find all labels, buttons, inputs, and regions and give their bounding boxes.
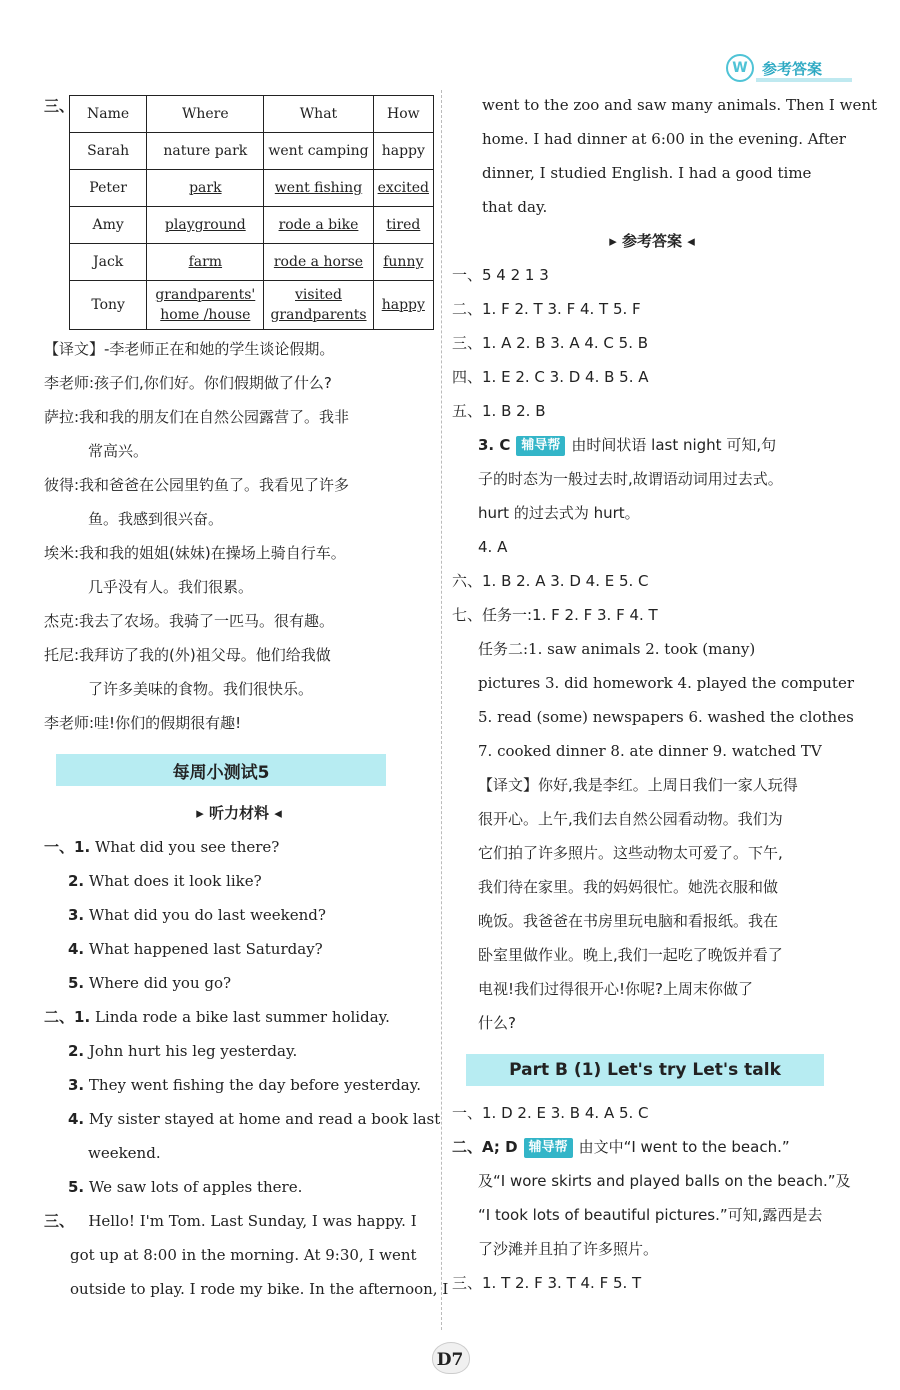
item-text: We saw lots of apples there. — [88, 1178, 303, 1196]
answer-text: tired — [386, 217, 421, 233]
table-row — [70, 207, 434, 244]
table-cell — [373, 207, 433, 244]
explanation-line: 及“I wore skirts and played balls on the beach.”及 — [478, 1172, 851, 1190]
column-divider — [441, 90, 442, 1330]
table-cell: went camping — [264, 133, 373, 170]
table-cell: happy — [373, 133, 433, 170]
answer-row: 四、1. E 2. C 3. D 4. B 5. A — [452, 368, 649, 386]
header-underline — [756, 78, 852, 82]
left-column — [44, 95, 449, 1306]
answer-row: 五、1. B 2. B — [452, 402, 546, 420]
answer-item: 二、A; D — [452, 1138, 518, 1156]
translation-line: 彼得:我和爸爸在公园里钓鱼了。我看见了许多 — [44, 476, 350, 494]
passage-line: got up at 8:00 in the morning. At 9:30, I went — [70, 1246, 417, 1264]
weekly-test-title: 每周小测试5 — [56, 754, 386, 786]
answer-row: 三、1. T 2. F 3. T 4. F 5. T — [452, 1274, 642, 1292]
item-number: 2. — [68, 872, 85, 890]
task-line: pictures 3. did homework 4. played the computer — [478, 674, 855, 692]
table-row — [70, 281, 434, 330]
item-number: 3. — [68, 906, 85, 924]
passage-line: dinner, I studied English. I had a good time — [482, 164, 812, 182]
page-header — [722, 52, 850, 82]
item-number: 4. — [68, 940, 85, 958]
table-header: Name — [70, 96, 147, 133]
table-cell — [373, 281, 433, 330]
explanation-line: 子的时态为一般过去时,故谓语动词用过去式。 — [478, 470, 783, 488]
translation-line: 萨拉:我和我的朋友们在自然公园露营了。我非 — [44, 408, 350, 426]
table-cell — [147, 281, 264, 330]
translation2-block — [452, 768, 852, 1040]
table-cell: Tony — [70, 281, 147, 330]
translation-line: 它们拍了许多照片。这些动物太可爱了。下午, — [478, 844, 783, 862]
passage-line: that day. — [482, 198, 548, 216]
answer-row: 二、1. F 2. T 3. F 4. T 5. F — [452, 300, 641, 318]
item-number: 3. — [68, 1076, 85, 1094]
table-cell — [147, 207, 264, 244]
item-number: 1. — [74, 838, 91, 856]
answer-row: 三、1. A 2. B 3. A 4. C 5. B — [452, 334, 649, 352]
task-line: 5. read (some) newspapers 6. washed the clothes — [478, 708, 854, 726]
answer-text: grandparents' home /house — [155, 287, 256, 323]
helper-tag: 辅导帮 — [524, 1138, 573, 1158]
section-label: 三、 — [44, 97, 75, 115]
table-cell: nature park — [147, 133, 264, 170]
table-cell: Peter — [70, 170, 147, 207]
table-cell — [373, 170, 433, 207]
table-header: Where — [147, 96, 264, 133]
translation-line: 【译文】你好,我是李红。上周日我们一家人玩得 — [478, 776, 798, 794]
table-row — [70, 244, 434, 281]
item-number: 4. — [68, 1110, 85, 1128]
answer-text: visited grandparents — [270, 287, 367, 323]
item-text: What did you see there? — [94, 838, 280, 856]
translation-line: 托尼:我拜访了我的(外)祖父母。他们给我做 — [44, 646, 331, 664]
item-text: What happened last Saturday? — [88, 940, 323, 958]
item-text: What did you do last weekend? — [88, 906, 326, 924]
item-number: 5. — [68, 974, 85, 992]
section-3-table-block — [44, 95, 434, 330]
answer-row: 六、1. B 2. A 3. D 4. E 5. C — [452, 572, 649, 590]
item-text: Where did you go? — [88, 974, 232, 992]
explanation-line: hurt 的过去式为 hurt。 — [478, 504, 640, 522]
explanation-line: 了沙滩并且拍了许多照片。 — [478, 1240, 659, 1258]
page-number — [420, 1342, 480, 1378]
passage-line: outside to play. I rode my bike. In the afternoon, I — [70, 1280, 449, 1298]
answer-text: excited — [377, 180, 429, 196]
translation-line: 李老师:哇!你们的假期很有趣! — [44, 714, 242, 732]
table-cell: Sarah — [70, 133, 147, 170]
translation-line: 常高兴。 — [88, 442, 149, 460]
listening-part-2 — [44, 1000, 441, 1204]
translation-line: 我们待在家里。我的妈妈很忙。她洗衣服和做 — [478, 878, 779, 896]
task-line: 任务二:1. saw animals 2. took (many) — [478, 640, 756, 658]
translation-block — [44, 332, 434, 740]
part-b-title: Part B (1) Let's try Let's talk — [466, 1054, 824, 1086]
table-cell — [147, 170, 264, 207]
answer-row: 七、任务一:1. F 2. F 3. F 4. T — [452, 606, 658, 624]
helper-tag: 辅导帮 — [516, 436, 565, 456]
table-cell — [264, 244, 373, 281]
listening-title: ▸ 听力材料 ◂ — [196, 804, 282, 822]
item-text: They went fishing the day before yesterday. — [88, 1076, 421, 1094]
table-cell — [264, 281, 373, 330]
answer-item: 3. C — [478, 436, 511, 454]
item-text: weekend. — [88, 1144, 161, 1162]
answers-title: ▸ 参考答案 ◂ — [609, 232, 695, 250]
table-cell — [373, 244, 433, 281]
part-label: 二、 — [44, 1008, 75, 1026]
translation-line: 很开心。上午,我们去自然公园看动物。我们为 — [478, 810, 783, 828]
translation-line: 埃米:我和我的姐姐(妹妹)在操场上骑自行车。 — [44, 544, 346, 562]
item-number: 5. — [68, 1178, 85, 1196]
table-cell: Jack — [70, 244, 147, 281]
table-cell — [147, 244, 264, 281]
item-text: Linda rode a bike last summer holiday. — [94, 1008, 390, 1026]
explanation-line: 由时间状语 last night 可知,句 — [571, 436, 777, 454]
translation-line: 了许多美味的食物。我们很快乐。 — [88, 680, 314, 698]
passage-continued — [452, 88, 878, 224]
summary-table — [69, 95, 434, 330]
answer-text: rode a bike — [278, 217, 359, 233]
explanation-line: 由文中“I went to the beach.” — [578, 1138, 790, 1156]
logo-icon: W — [726, 54, 754, 82]
item-number: 2. — [68, 1042, 85, 1060]
translation-line: 几乎没有人。我们很累。 — [88, 578, 254, 596]
passage-line: Hello! I'm Tom. Last Sunday, I was happy. I — [88, 1212, 417, 1230]
table-cell — [264, 170, 373, 207]
answer-text: playground — [164, 217, 246, 233]
answer-row: 一、5 4 2 1 3 — [452, 266, 549, 284]
table-row — [70, 133, 434, 170]
listening-part-3 — [44, 1204, 449, 1306]
table-header: How — [373, 96, 433, 133]
item-number: 1. — [74, 1008, 91, 1026]
table-header: What — [264, 96, 373, 133]
part-label: 三、 — [44, 1212, 75, 1230]
page-number-text: D7 — [436, 1350, 464, 1370]
answer-row: 一、1. D 2. E 3. B 4. A 5. C — [452, 1104, 649, 1122]
header-label: 参考答案 — [762, 60, 823, 78]
translation-line: 杰克:我去了农场。我骑了一匹马。很有趣。 — [44, 612, 335, 630]
passage-line: went to the zoo and saw many animals. Then I went — [482, 96, 878, 114]
table-cell: Amy — [70, 207, 147, 244]
translation-line: 李老师:孩子们,你们好。你们假期做了什么? — [44, 374, 332, 392]
translation-line: 鱼。我感到很兴奋。 — [88, 510, 224, 528]
answer-text: farm — [188, 254, 223, 270]
answer-text: happy — [381, 297, 425, 313]
listening-part-1 — [44, 830, 434, 1000]
answer-row: 4. A — [478, 538, 508, 556]
translation-line: 电视!我们过得很开心!你呢?上周末你做了 — [478, 980, 753, 998]
item-text: What does it look like? — [88, 872, 262, 890]
translation-line: 晚饭。我爸爸在书房里玩电脑和看报纸。我在 — [478, 912, 779, 930]
answer-text: went fishing — [274, 180, 363, 196]
answer-text: park — [189, 180, 222, 196]
item-text: My sister stayed at home and read a book last — [88, 1110, 441, 1128]
right-column — [452, 88, 878, 1300]
explanation-line: “I took lots of beautiful pictures.”可知,露西是去 — [478, 1206, 823, 1224]
passage-line: home. I had dinner at 6:00 in the evening. After — [482, 130, 846, 148]
task-line: 7. cooked dinner 8. ate dinner 9. watched TV — [478, 742, 822, 760]
part-label: 一、 — [44, 838, 75, 856]
translation-line: 【译文】-李老师正在和她的学生谈论假期。 — [44, 340, 335, 358]
answer-text: funny — [383, 254, 424, 270]
translation-line: 什么? — [478, 1014, 516, 1032]
table-cell — [264, 207, 373, 244]
table-row — [70, 170, 434, 207]
answer-text: rode a horse — [273, 254, 364, 270]
item-text: John hurt his leg yesterday. — [88, 1042, 298, 1060]
translation-line: 卧室里做作业。晚上,我们一起吃了晚饭并看了 — [478, 946, 783, 964]
table-header-row — [70, 96, 434, 133]
